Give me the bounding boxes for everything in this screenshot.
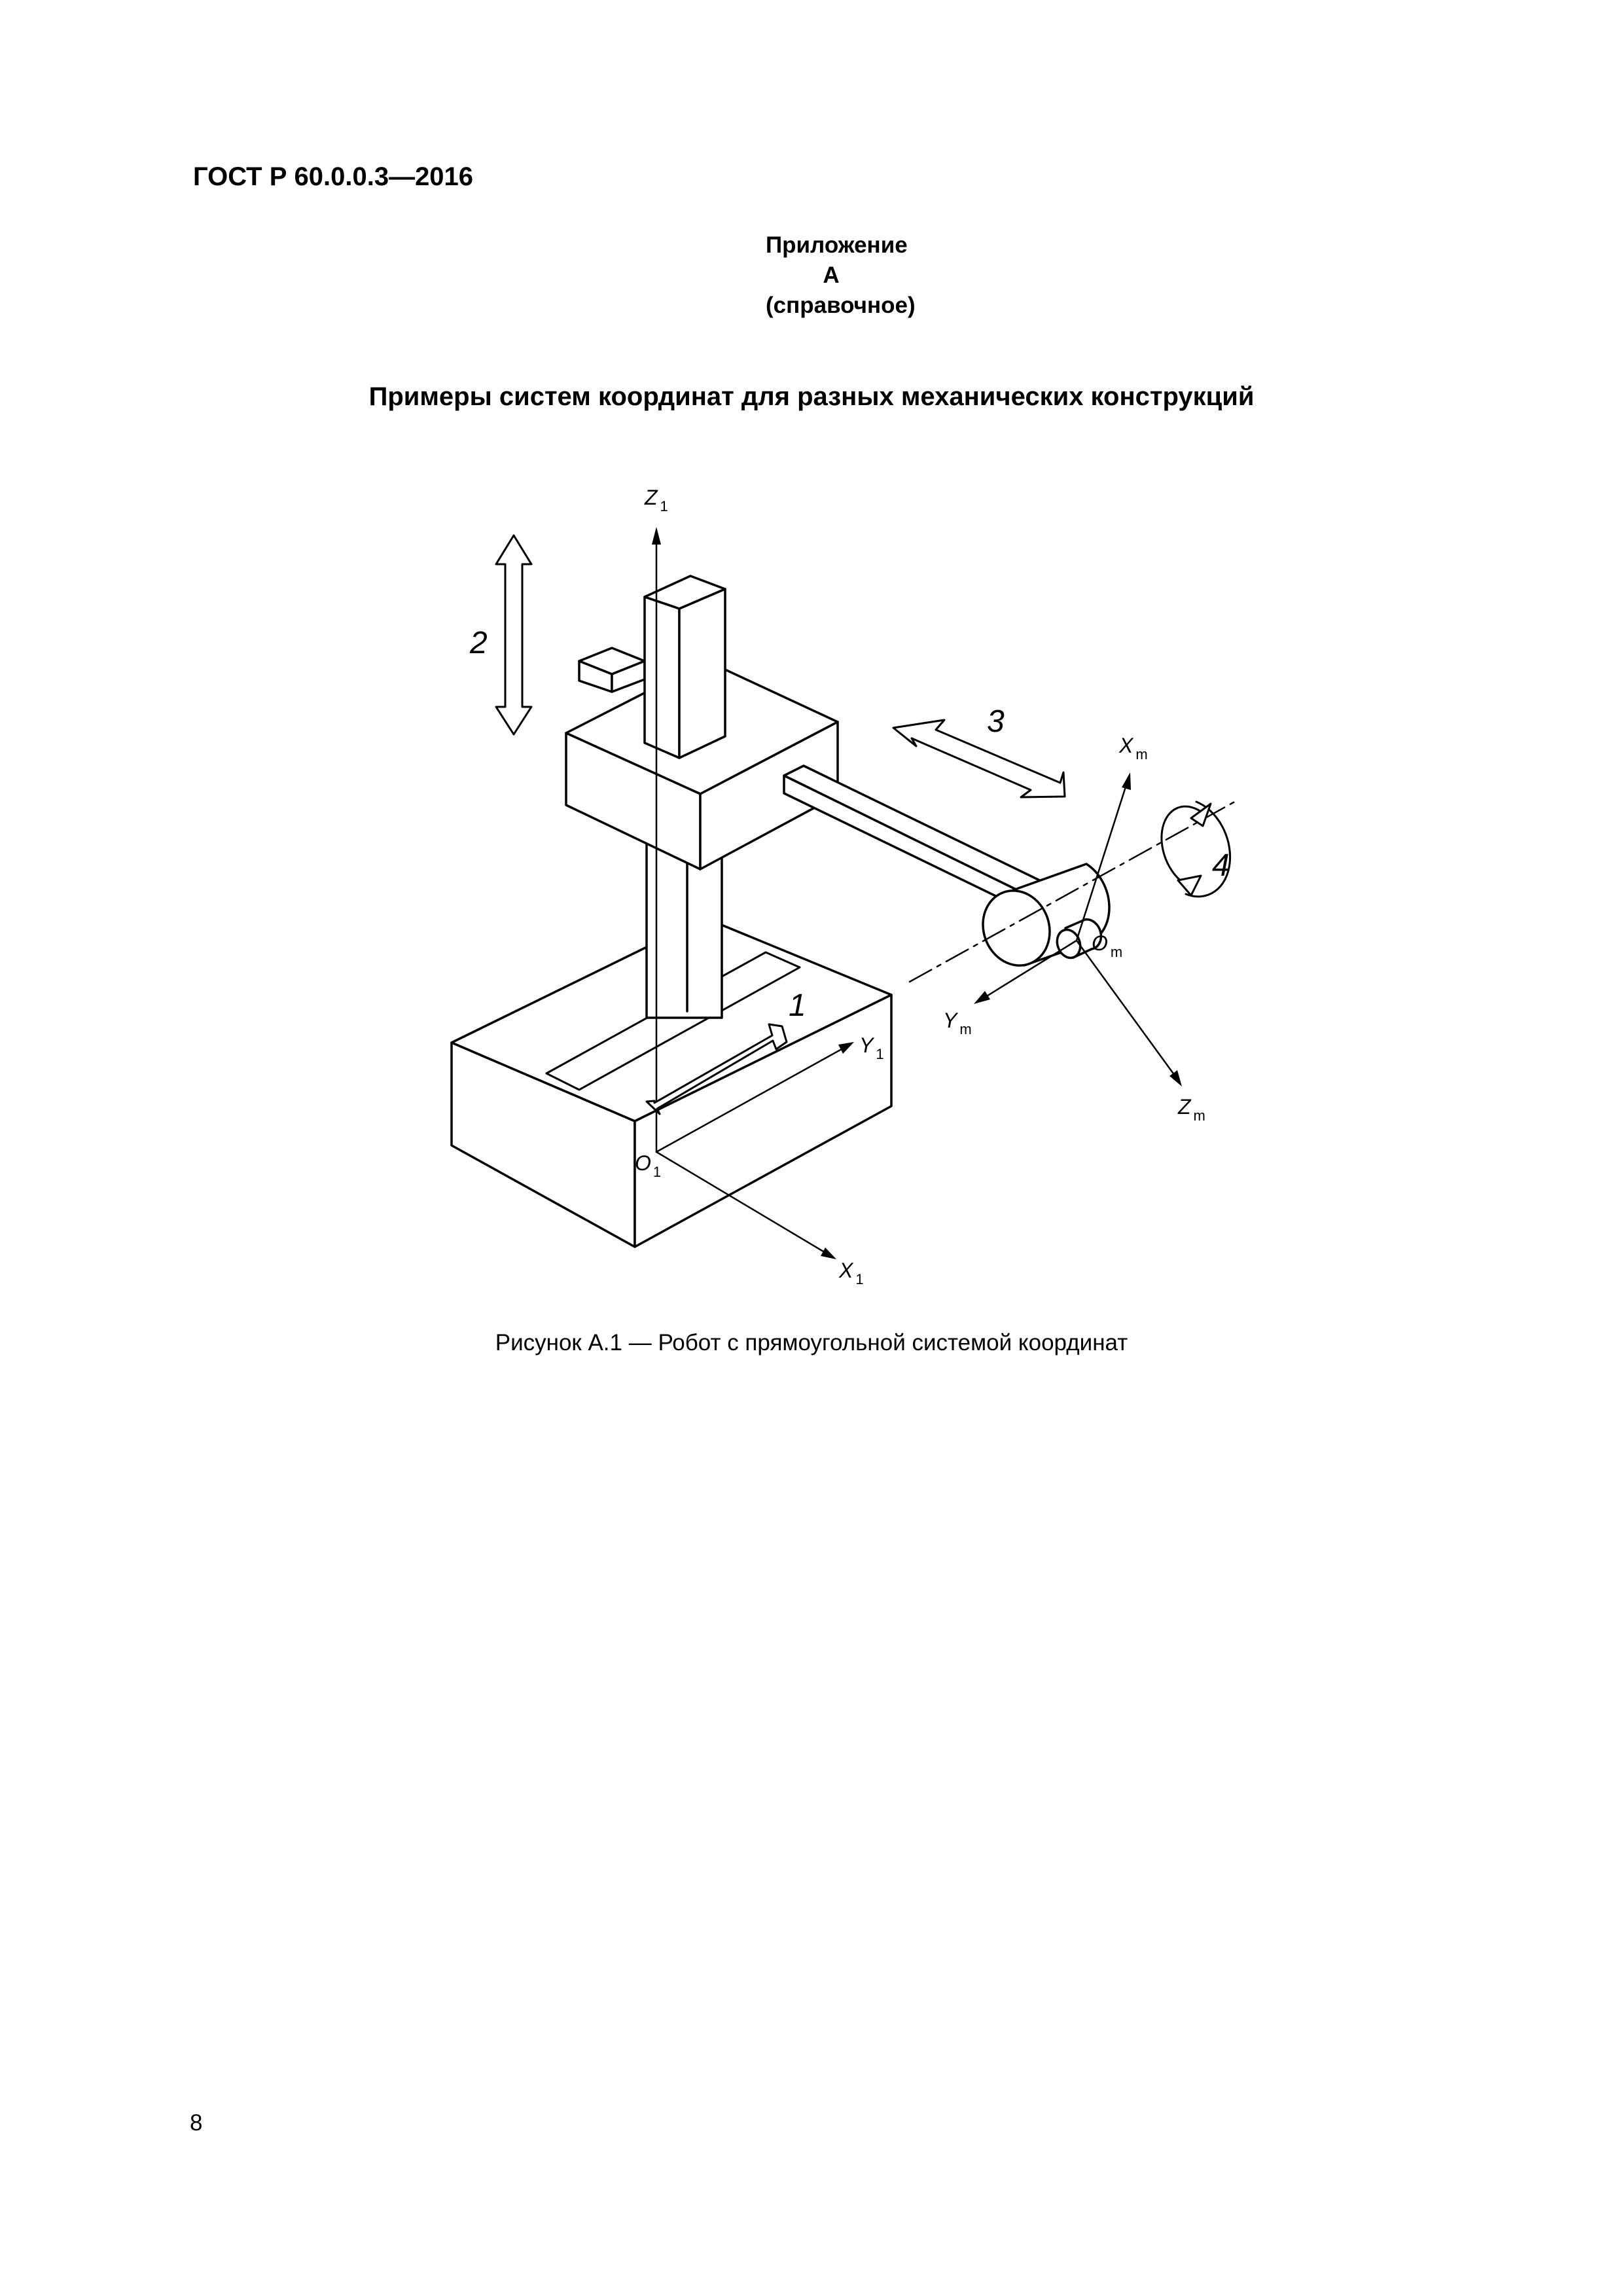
origin-label-om: O $_m$ <box>1092 931 1123 960</box>
motion-label-4: 4 <box>1212 848 1230 883</box>
side-block <box>579 648 645 692</box>
axis-label-zm: Z $_m$ <box>1178 1095 1205 1124</box>
motion-label-3: 3 <box>987 704 1005 739</box>
axis-label-y1: Y $_1$ <box>859 1033 884 1062</box>
annex-subtitle: (справочное) <box>766 293 916 318</box>
motion-label-1: 1 <box>789 988 806 1023</box>
page-number: 8 <box>190 2110 203 2136</box>
motion-arrow-3 <box>893 720 1065 797</box>
origin-label-o1: O $_1$ <box>635 1151 662 1180</box>
motion-arrow-2 <box>496 535 531 734</box>
document-number: ГОСТ Р 60.0.0.3—2016 <box>193 162 474 191</box>
axis-label-xm: X $_m$ <box>1119 734 1148 762</box>
section-heading: Примеры систем координат для разных механических конструкций <box>368 382 1255 411</box>
figure-caption: Рисунок А.1 — Робот с прямоугольной системой координат <box>495 1330 1128 1355</box>
axis-label-x1: X $_1$ <box>839 1259 864 1287</box>
axis-label-z1: Z $_1$ <box>645 486 668 514</box>
annex-title: Приложение А <box>766 232 908 288</box>
axis-label-ym: Y $_m$ <box>943 1009 972 1037</box>
motion-label-2: 2 <box>470 626 488 660</box>
